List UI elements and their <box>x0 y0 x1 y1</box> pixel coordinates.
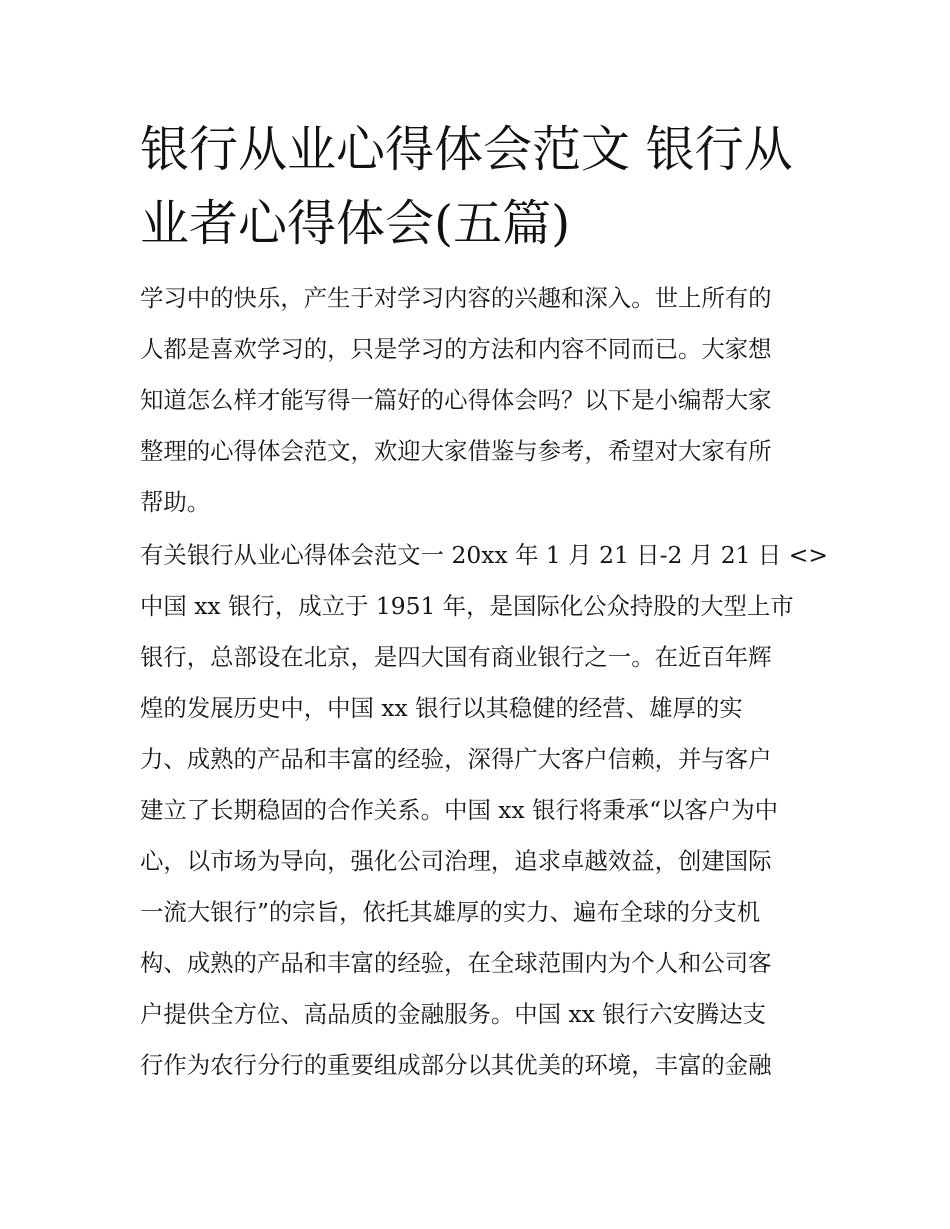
title-line: 业者心得体会(五篇) <box>140 195 571 252</box>
paragraph-line: 煌的发展历史中，中国 xx 银行以其稳健的经营、雄厚的实 <box>140 694 743 722</box>
title-line: 银行从业心得体会范文 银行从 <box>140 121 793 178</box>
paragraph-line: 帮助。 <box>140 488 211 516</box>
section-heading-line: 有关银行从业心得体会范文一 20xx 年 1 月 21 日-2 月 21 日 <> <box>140 541 828 569</box>
document-title <box>140 113 812 261</box>
body-paragraph <box>140 581 812 1091</box>
paragraph-line: 构、成熟的产品和丰富的经验，在全球范围内为个人和公司客 <box>140 949 772 977</box>
paragraph-line: 人都是喜欢学习的，只是学习的方法和内容不同而已。大家想 <box>140 335 772 363</box>
paragraph-line: 建立了长期稳固的合作关系。中国 xx 银行将秉承“以客户为中 <box>140 796 778 824</box>
paragraph-line: 行作为农行分行的重要组成部分以其优美的环境，丰富的金融 <box>140 1051 772 1079</box>
paragraph-line: 学习中的快乐，产生于对学习内容的兴趣和深入。世上所有的 <box>140 284 772 312</box>
paragraph-line: 户提供全方位、高品质的金融服务。中国 xx 银行六安腾达支 <box>140 1000 767 1028</box>
document-content <box>140 113 828 1091</box>
paragraph-line: 心，以市场为导向，强化公司治理，追求卓越效益，创建国际 <box>140 847 772 875</box>
paragraph-line: 整理的心得体会范文，欢迎大家借鉴与参考，希望对大家有所 <box>140 437 772 465</box>
paragraph-line: 银行，总部设在北京，是四大国有商业银行之一。在近百年辉 <box>140 643 772 671</box>
paragraph-line: 中国 xx 银行，成立于 1951 年，是国际化公众持股的大型上市 <box>140 592 794 620</box>
section-heading-paragraph <box>140 530 828 581</box>
paragraph-line: 力、成熟的产品和丰富的经验，深得广大客户信赖，并与客户 <box>140 745 772 773</box>
paragraph-line: 一流大银行”的宗旨，依托其雄厚的实力、遍布全球的分支机 <box>140 898 761 926</box>
intro-paragraph <box>140 273 812 528</box>
paragraph-line: 知道怎么样才能写得一篇好的心得体会吗？以下是小编帮大家 <box>140 386 772 414</box>
